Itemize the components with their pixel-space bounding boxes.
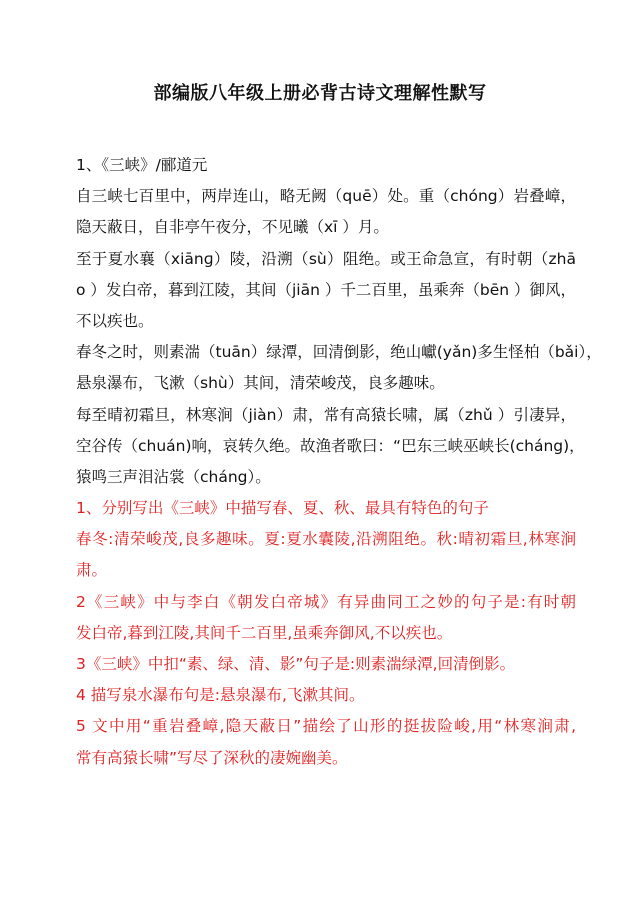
passage-line: 悬泉瀑布，飞漱（shù）其间，清荣峻茂，良多趣味。 [76, 374, 445, 393]
passage-line: 隐天蔽日，自非亭午夜分，不见曦（xī ）月。 [76, 218, 389, 237]
question-line: 1、分别写出《三峡》中描写春、夏、秋、最具有特色的句子 [76, 499, 489, 518]
section-heading: 1、《三峡》/郦道元 [76, 156, 208, 174]
passage-line: 猿鸣三声泪沾裳（cháng）。 [76, 467, 271, 486]
document-body [76, 150, 602, 774]
document-title: 部编版八年级上册必背古诗文理解性默写 [153, 83, 487, 104]
passage-line: 至于夏水襄（xiānɡ）陵，沿溯（sù）阻绝。或王命急宣，有时朝（zhā [76, 249, 576, 268]
answer-line: 春冬:清荣峻茂,良多趣味。夏:夏水囊陵,沿溯阻绝。秋:晴初霜旦,林寒涧 [76, 530, 576, 549]
answer-line: 发白帝,暮到江陵,其间千二百里,虽乘奔御风,不以疾也。 [76, 623, 453, 642]
answer-line: 常有高猿长啸”写尽了深秋的凄婉幽美。 [76, 748, 348, 767]
question-line: 5 文中用“重岩叠嶂,隐天蔽日”描绘了山形的挺拔险峻,用“林寒涧肃, [76, 717, 576, 736]
question-line: 3《三峡》中扣“素、绿、清、影”句子是:则素湍绿潭,回清倒影。 [76, 655, 516, 673]
passage-line: 不以疾也。 [76, 311, 154, 330]
passage-line: 自三峡七百里中，两岸连山，略无阙（quē）处。重（chóng）岩叠嶂， [76, 187, 576, 206]
answer-line: 肃。 [76, 561, 108, 580]
passage-line: 空谷传（chuán)响，哀转久绝。故渔者歌曰：“巴东三峡巫峡长(cháng)， [76, 436, 585, 455]
passage-line: 春冬之时，则素湍（tuān）绿潭，回清倒影，绝山巘(yǎn)多生怪柏（bǎi）， [76, 343, 602, 362]
question-line: 4 描写泉水瀑布句是:悬泉瀑布,飞漱其间。 [76, 686, 365, 705]
passage-line: 每至晴初霜旦，林寒涧（jiàn）肃，常有高猿长啸，属（zhǔ ）引凄异， [76, 405, 576, 424]
question-line: 2《三峡》中与李白《朝发白帝城》有异曲同工之妙的句子是:有时朝 [76, 592, 576, 611]
passage-line: o ）发白帝，暮到江陵，其间（jiān ）千二百里，虽乘奔（bēn ）御风， [76, 280, 576, 299]
